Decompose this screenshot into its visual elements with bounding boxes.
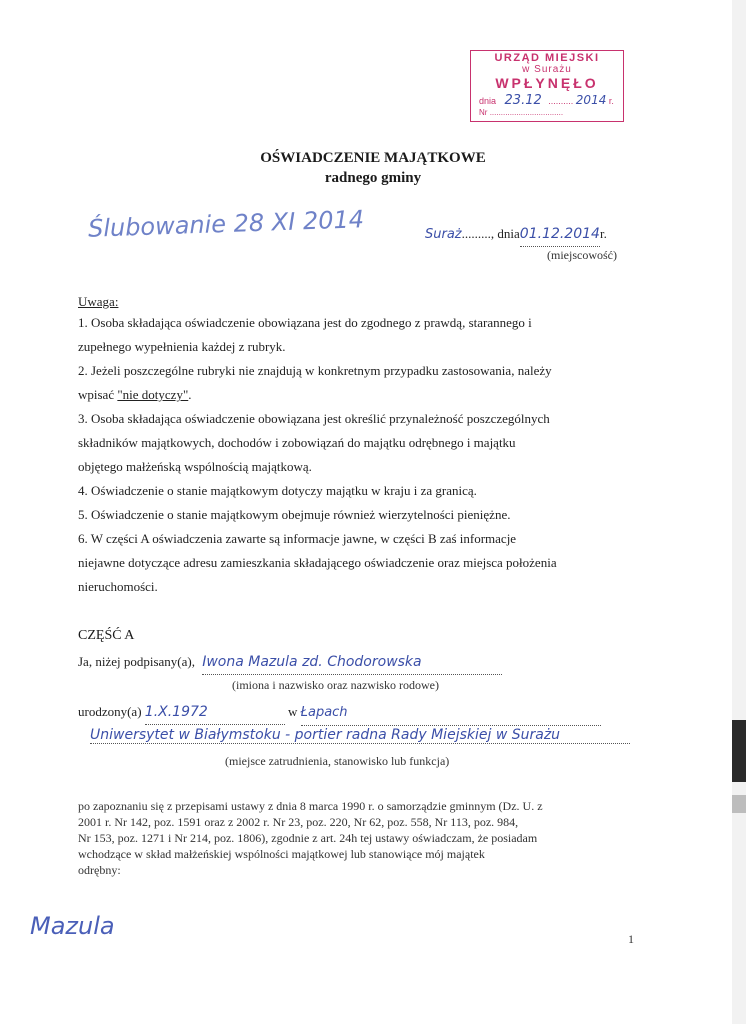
uwaga-line: 6. W części A oświadczenia zawarte są informacje jawne, w części B zaś informacje	[78, 531, 517, 546]
legal-line: Nr 153, poz. 1271 i Nr 214, poz. 1806), zgodnie z art. 24h tej ustawy oświadczam, że posiadam	[78, 831, 538, 845]
stamp-nr-label: Nr	[479, 108, 488, 117]
uwaga-line: niejawne dotyczące adresu zamieszkania składającego oświadczenie oraz miejsca położenia	[78, 555, 557, 570]
signature: Mazula	[30, 912, 115, 940]
name-caption: (imiona i nazwisko oraz nazwisko rodowe)	[232, 678, 439, 692]
nie-dotyczy: "nie dotyczy"	[117, 387, 189, 402]
stamp-date-value: 23.12	[504, 93, 542, 108]
page-subtitle: radnego gminy	[324, 170, 422, 186]
place-caption: (miejscowość)	[547, 248, 617, 262]
date-suffix: r.	[599, 226, 607, 241]
place-hand: Suraż	[425, 227, 462, 242]
work-hand: Uniwersytet w Białymstoku - portier radna Rady Miejskiej w Surażu	[90, 727, 630, 744]
uwaga-line: 1. Osoba składająca oświadczenie obowiązana jest do zgodnego z prawdą, starannego i	[78, 315, 532, 330]
wpisac-suffix: .	[188, 387, 192, 402]
wpisac-prefix: wpisać	[78, 387, 118, 402]
handwritten-oath-note: Ślubowanie 28 XI 2014	[87, 205, 365, 243]
uwaga-line: 4. Oświadczenie o stanie majątkowym dotyczy majątku w kraju i za granicą.	[78, 483, 477, 498]
uwaga-heading: Uwaga:	[78, 294, 119, 309]
scan-edge-grey	[732, 795, 746, 813]
legal-text	[78, 798, 638, 878]
stamp-year-value: 2014	[575, 93, 607, 107]
stamp-line2: w Surażu	[522, 64, 572, 75]
born-label: urodzony(a)	[78, 704, 142, 719]
legal-line: 2001 r. Nr 142, poz. 1591 oraz z 2002 r. Nr 23, poz. 220, Nr 62, poz. 558, Nr 113, poz. 984,	[78, 815, 519, 829]
legal-line: wchodzące w skład małżeńskiej wspólności majątkowej lub stanowiące mój majątek	[78, 847, 485, 861]
place-date-line	[425, 222, 745, 247]
uwaga-line: 5. Oświadczenie o stanie majątkowym obejmuje również wierzytelności pieniężne.	[78, 507, 511, 522]
legal-line: odrębny:	[78, 863, 121, 877]
stamp-line1: URZĄD MIEJSKI	[494, 52, 600, 64]
date-hand: 01.12.2014	[520, 222, 600, 247]
uwaga-line: nieruchomości.	[78, 579, 158, 594]
place-dots: .........	[461, 226, 491, 241]
dnia-label: , dnia	[490, 226, 520, 241]
born-line	[78, 700, 638, 726]
name-hand: Iwona Mazula zd. Chodorowska	[202, 650, 502, 675]
work-caption: (miejsce zatrudnienia, stanowisko lub funkcja)	[225, 754, 450, 768]
uwaga-line: 2. Jeżeli poszczególne rubryki nie znajdują w konkretnym przypadku zastosowania, należy	[78, 363, 552, 378]
stamp-nr: Nr .................................	[479, 108, 564, 117]
born-place-hand: Łapach	[301, 701, 601, 726]
received-stamp	[470, 50, 624, 122]
stamp-date: dnia 23.12 .......... 2014 r.	[479, 93, 614, 108]
uwaga-line: składników majątkowych, dochodów i zobowiązań do majątku odrębnego i majątku	[78, 435, 516, 450]
uwaga-line: 3. Osoba składająca oświadczenie obowiązana jest określić przynależność poszczególnych	[78, 411, 550, 426]
scan-edge-dark	[732, 720, 746, 782]
signed-label: Ja, niżej podpisany(a),	[78, 654, 195, 669]
uwaga-line: zupełnego wypełnienia każdej z rubryk.	[78, 339, 286, 354]
stamp-date-label: dnia	[479, 96, 497, 106]
born-date-hand: 1.X.1972	[145, 700, 285, 725]
uwaga-list	[78, 311, 644, 599]
uwaga-line-wpisac	[78, 383, 644, 407]
stamp-year-suffix: r.	[608, 96, 614, 106]
signed-line	[78, 650, 638, 675]
stamp-line3: WPŁYNĘŁO	[495, 75, 599, 91]
legal-line: po zapoznaniu się z przepisami ustawy z dnia 8 marca 1990 r. o samorządzie gminnym (Dz. U. z	[78, 799, 543, 813]
uwaga-line: objętego małżeńską wspólnością majątkową.	[78, 459, 312, 474]
page-number: 1	[628, 932, 634, 946]
page-title: OŚWIADCZENIE MAJĄTKOWE	[260, 150, 486, 166]
czesc-a-heading: CZĘŚĆ A	[78, 628, 135, 643]
born-w-label: w	[288, 704, 298, 719]
